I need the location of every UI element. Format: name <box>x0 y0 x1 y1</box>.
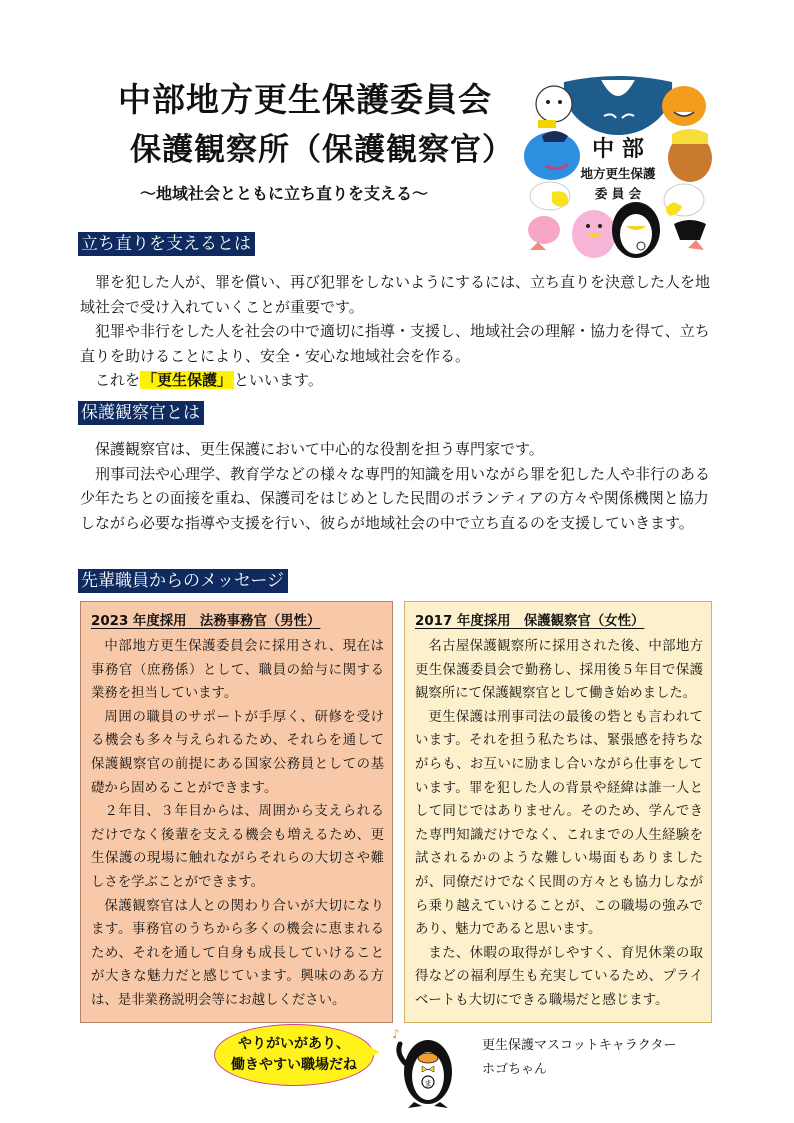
closing-prefix: これを <box>95 371 141 389</box>
message-card-heading: 2023 年度採用 法務事務官（男性） <box>91 614 321 629</box>
speech-bubble-line: 働きやすい職場だね <box>231 1057 357 1073</box>
svg-text:ま: ま <box>424 1079 432 1088</box>
mascot-caption-role: 更生保護マスコットキャラクター <box>482 1038 677 1053</box>
section-heading-rehabilitation: 立ち直りを支えるとは <box>78 232 255 256</box>
paragraph: 中部地方更生保護委員会に採用され、現在は事務官（庶務係）として、職員の給与に関する業務を担当しています。 <box>91 639 384 702</box>
mascot-group-logo <box>524 74 712 260</box>
paragraph: 保護観察官は、更生保護において中心的な役割を担う専門家です。 <box>95 440 544 458</box>
message-card-2017 <box>404 601 712 1023</box>
mascot-caption <box>482 1034 676 1082</box>
speech-bubble-line: やりがいがあり、 <box>238 1036 350 1052</box>
speech-bubble <box>214 1024 374 1086</box>
speech-bubble-tail <box>364 1044 380 1060</box>
message-card-2023 <box>80 601 393 1023</box>
paragraph: 保護観察官は人との関わり合いが大切になります。事務官のうちから多くの機会に恵まれるため、それを通して自身も成長していけることが大きな魅力だと感じています。興味のある方は、是非業務説明会等にお越しください。 <box>91 898 384 1008</box>
paragraph: 名古屋保護観察所に採用された後、中部地方更生保護委員会で勤務し、採用後５年目で保護観察所にて保護観察官として働き始めました。 <box>415 639 703 702</box>
svg-text:♪: ♪ <box>392 1027 400 1041</box>
page-subtitle-office: 保護観察所（保護観察官） <box>130 132 514 168</box>
paragraph: 犯罪や非行をした人を社会の中で適切に指導・支援し、地域社会の理解・協力を得て、立ち直りを助けることにより、安全・安心な地域社会を作る。 <box>80 322 710 365</box>
mascot-name: ホゴちゃん <box>482 1062 548 1077</box>
paragraph: 更生保護は刑事司法の最後の砦とも言われています。それを担う私たちは、緊張感を持ちながらも、お互いに励まし合いながら仕事をしています。罪を犯した人の背景や経緯は誰一人として同じではありません。そのため、学んできた専門知識だけでなく、これまでの人生経験を試されるかのような難しい場面もありましたが、同僚だけでなく民間の方々とも協力しながら乗り越えていけることが、この職場の強みであり、魅力であると思います。 <box>415 709 703 938</box>
paragraph-closing <box>80 368 720 393</box>
section-heading-senior-messages: 先輩職員からのメッセージ <box>78 569 288 593</box>
page-title: 中部地方更生保護委員会 <box>118 80 492 119</box>
tagline: ～地域社会とともに立ち直りを支える～ <box>140 184 429 203</box>
svg-text:地方更生保護: 地方更生保護 <box>580 166 656 181</box>
svg-text:委 員 会: 委 員 会 <box>594 186 642 201</box>
paragraph: また、休暇の取得がしやすく、育児休業の取得などの福利厚生も充実しているため、プライベートも大切にできる職場だと感じます。 <box>415 945 703 1008</box>
section-body-rehabilitation <box>80 270 720 393</box>
paragraph: 罪を犯した人が、罪を償い、再び犯罪をしないようにするには、立ち直りを決意した人を地域社会で受け入れていくことが重要です。 <box>80 273 711 316</box>
highlight-keyword: 「更生保護」 <box>142 371 233 389</box>
penguin-mascot-icon <box>392 1024 462 1110</box>
paragraph: 刑事司法や心理学、教育学などの様々な専門的知識を用いながら罪を犯した人や非行のある少年たちとの面接を重ね、保護司をはじめとした民間のボランティアの方々や関係機関と協力しながら必要な指導や支援を行い、彼らが地域社会の中で立ち直るのを支援していきます。 <box>80 464 711 532</box>
message-card-heading: 2017 年度採用 保護観察官（女性） <box>415 614 645 629</box>
mascot-group-logo-icon <box>524 74 712 260</box>
penguin-mascot <box>392 1024 462 1110</box>
closing-suffix: といいます。 <box>234 371 323 389</box>
svg-text:中 部: 中 部 <box>592 137 644 162</box>
section-heading-probation-officer: 保護観察官とは <box>78 401 204 425</box>
paragraph: ２年目、３年目からは、周囲から支えられるだけでなく後輩を支える機会も増えるため、更生保護の現場に触れながらそれらの大切さや難しさを学ぶことができます。 <box>91 804 384 890</box>
section-body-probation-officer <box>80 437 720 535</box>
paragraph: 周囲の職員のサポートが手厚く、研修を受ける機会も多々与えられるため、それらを通して保護観察官の前提にある国家公務員としての基礎から固めることができます。 <box>91 709 384 796</box>
